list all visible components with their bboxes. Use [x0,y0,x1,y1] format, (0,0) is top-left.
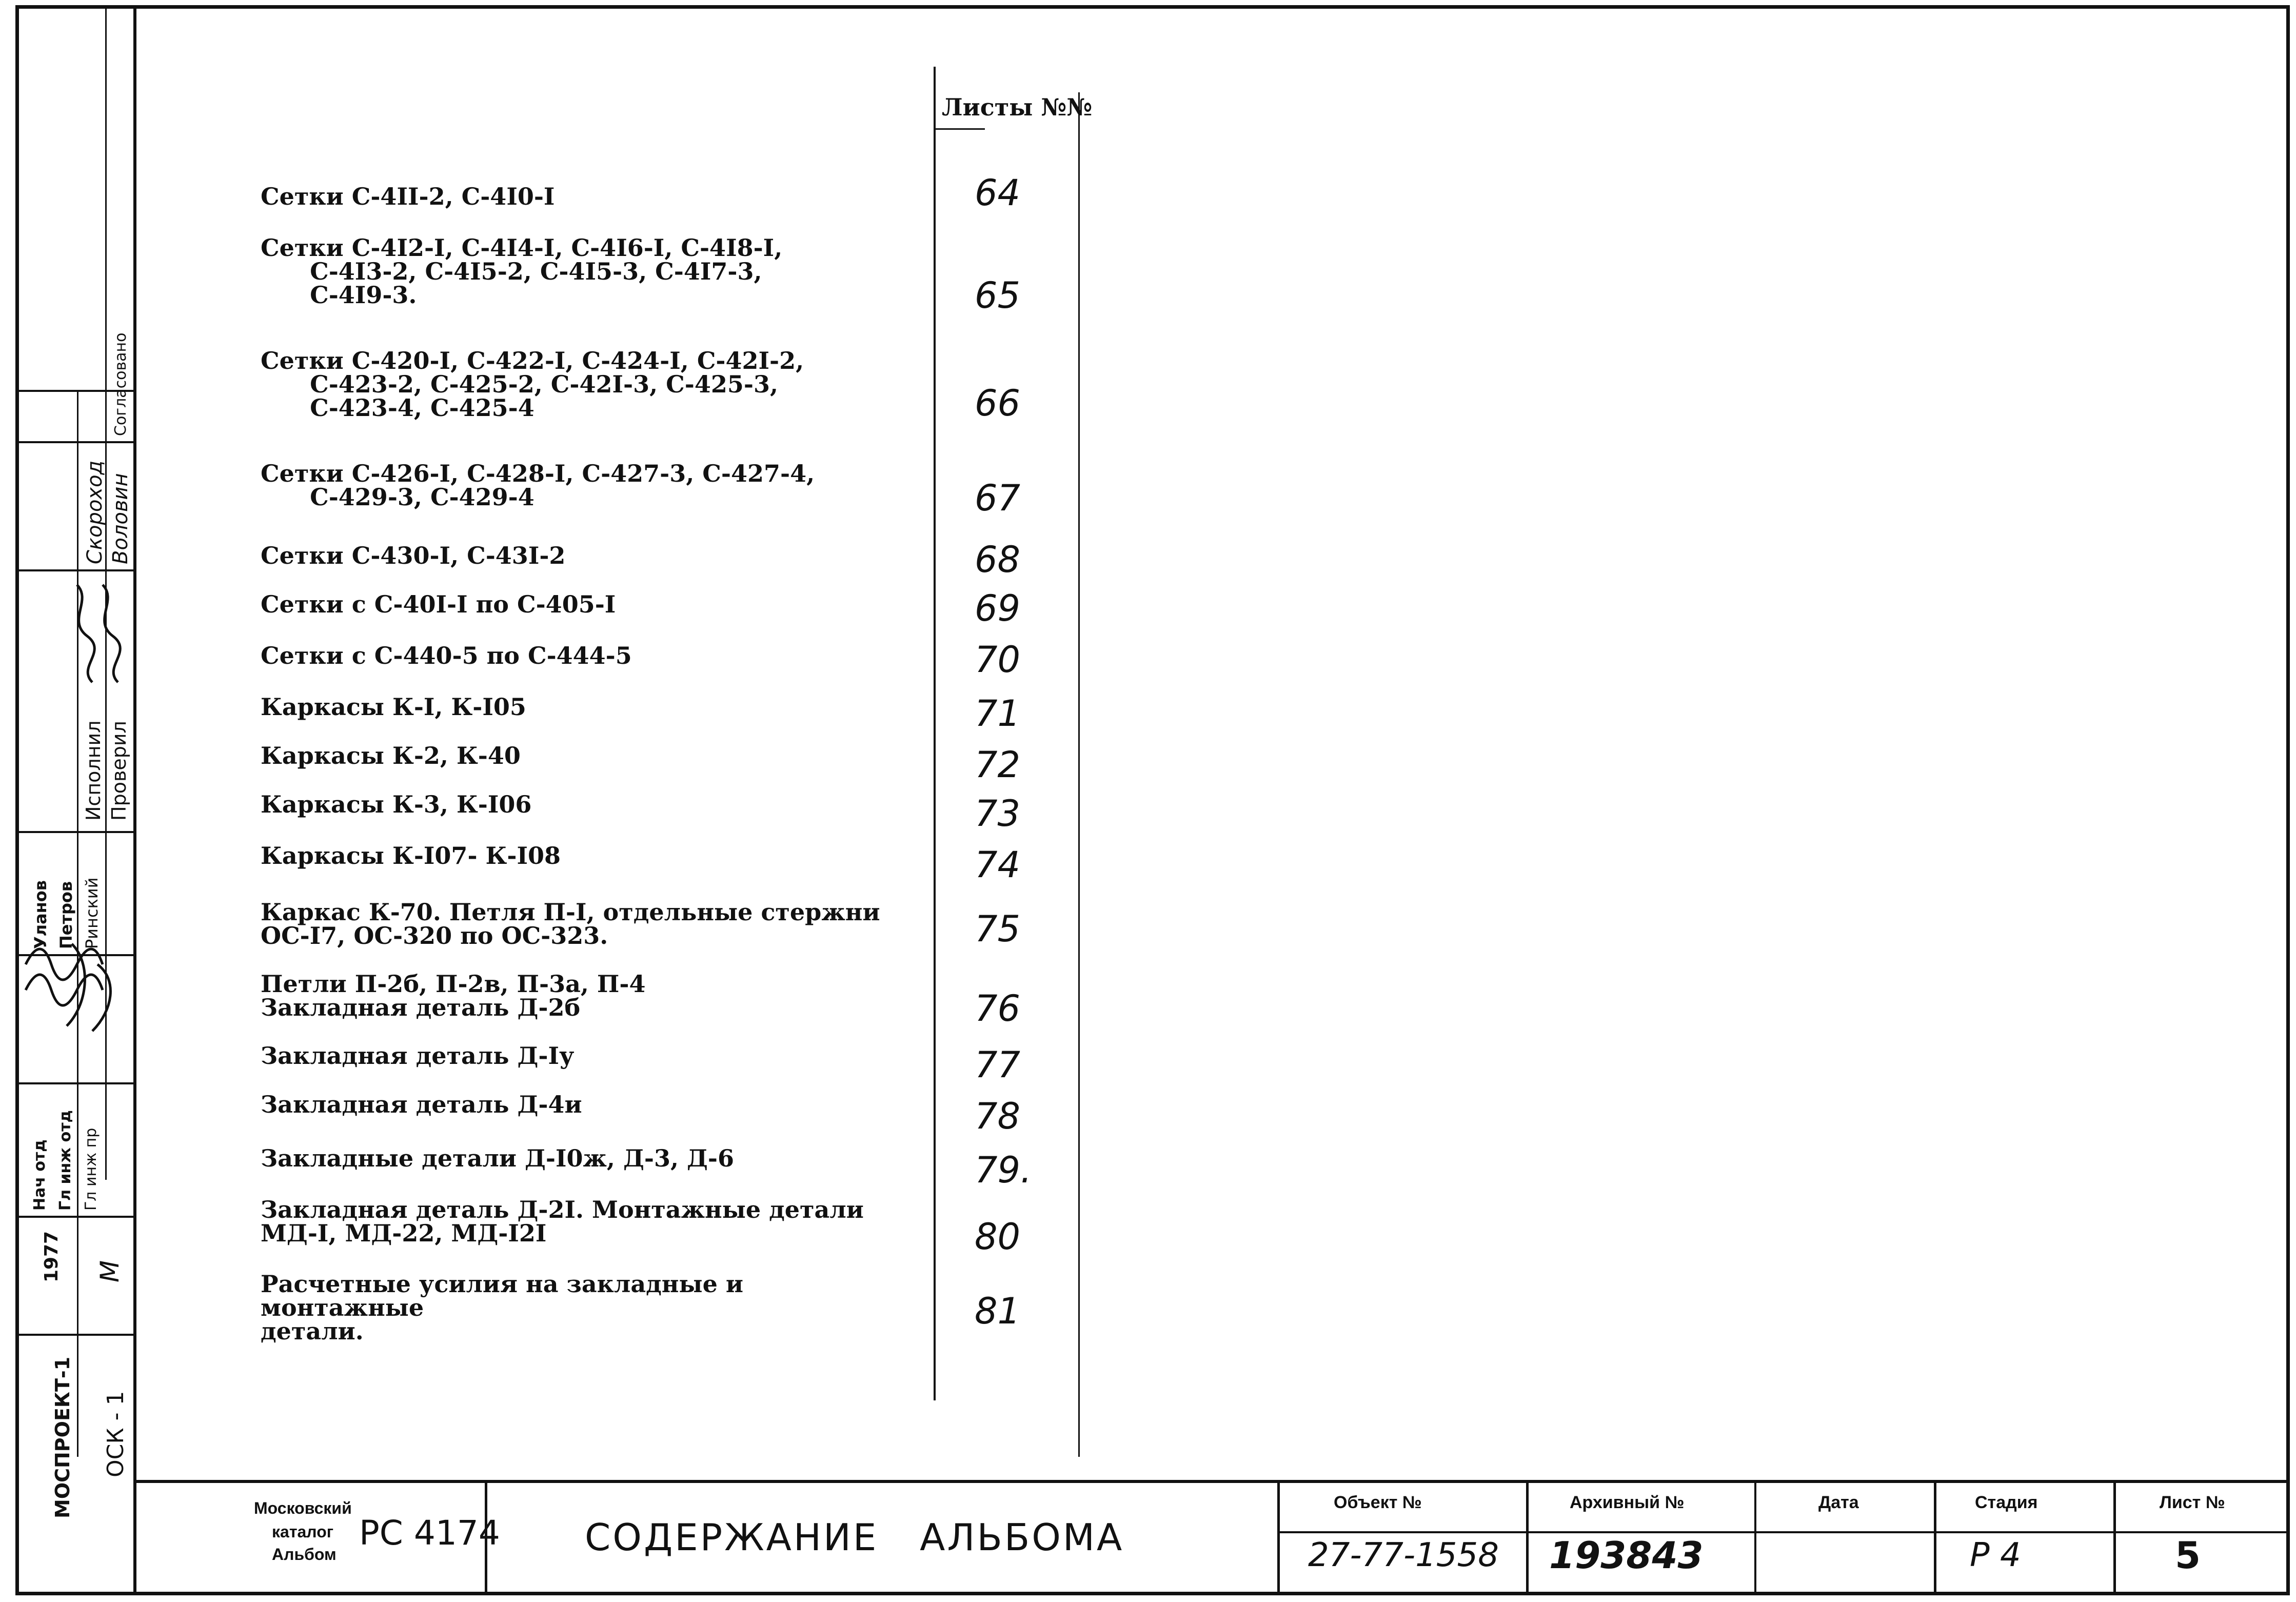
date-label: Дата [1818,1493,1859,1512]
side-strip-rule [15,1334,134,1336]
column-rule-left [934,67,936,1400]
tb-divider [1526,1480,1529,1595]
contents-entry-text: Каркасы К-3, К-I06 [261,790,532,818]
contents-entry-text: Сетки с С-440-5 по С-444-5 [261,642,632,669]
side-strip-border [133,5,136,1595]
name-ulanov: Уланов [31,880,50,949]
contents-entry-text: Каркасы К-I07- К-I08 [261,842,561,869]
contents-entry-page: 81 [975,1290,1021,1332]
sheets-column-header: Листы №№ [942,93,1093,121]
contents-entry-page: 64 [975,172,1021,214]
contents-entry-page: 66 [975,382,1021,424]
contents-entry-page: 75 [975,908,1021,950]
stage-value: Р 4 [1970,1536,2021,1574]
checked-label: Проверил [108,721,130,821]
contents-entry-text: Сетки С-4I2-I, С-4I4-I, С-4I6-I, С-4I8-I, С-4I3-2, С-4I5-2, С-4I5-3, С-4I7-3, С-4I9-3. [261,234,783,309]
executed-name: Скороход [83,460,107,564]
tb-divider [1934,1480,1936,1595]
tb-divider [1754,1480,1756,1595]
contents-entry-page: 78 [975,1095,1021,1137]
contents-entry-text: Закладная деталь Д-2I. Монтажные детали МД-I, МД-22, МД-I2I [261,1196,864,1247]
object-label: Объект № [1334,1493,1422,1512]
catalog-label-2: каталог [272,1522,334,1541]
checked-name: Воловин [109,473,132,564]
signature-scribbles [15,554,133,1098]
album-title: СОДЕРЖАНИЕ АЛЬБОМА [585,1516,1124,1559]
tb-divider [1277,1480,1280,1595]
role-chief-eng-dept: Гл инж отд [56,1110,74,1211]
contents-entry-text: Расчетные усилия на закладные и монтажные детали. [261,1270,743,1345]
year: 1977 [41,1231,62,1282]
contents-entry-page: 76 [975,987,1021,1030]
contents-entry-text: Закладные детали Д-I0ж, Д-3, Д-6 [261,1144,734,1172]
contents-entry-page: 74 [975,844,1021,886]
contents-entry-page: 71 [975,693,1021,735]
archive-label: Архивный № [1570,1493,1685,1512]
side-strip-rule [15,441,134,443]
contents-entry-text: Каркас К-70. Петля П-I, отдельные стержни ОС-I7, ОС-320 по ОС-323. [261,898,880,950]
agreed-label: Согласовано [112,332,130,436]
contents-entry-page: 68 [975,539,1021,581]
contents-entry-text: Каркасы К-2, К-40 [261,742,521,769]
side-strip-rule [15,1216,134,1218]
contents-entry-page: 79. [975,1149,1032,1191]
tb-divider [2113,1480,2116,1595]
contents-entry-text: Сетки С-420-I, С-422-I, С-424-I, С-42I-2, С-423-2, С-425-2, С-42I-3, С-425-3, С-423-4, С-425-4 [261,347,804,422]
stage-label: Стадия [1975,1493,2038,1512]
contents-entry-text: Каркасы К-I, К-I05 [261,693,526,721]
catalog-label-3: Альбом [272,1545,337,1564]
contents-entry-text: Закладная деталь Д-Iу [261,1042,575,1070]
contents-entry-page: 67 [975,477,1021,519]
name-rinsky: Ринский [82,877,102,949]
contents-entry-page: 65 [975,274,1021,317]
contents-entry-text: Петли П-2б, П-2в, П-3а, П-4 Закладная деталь Д-2б [261,970,646,1021]
org-name: МОСПРОЕКТ-1 [51,1356,74,1518]
contents-entry-page: 80 [975,1216,1021,1258]
contents-entry-page: 69 [975,587,1021,629]
sheet-label: Лист № [2160,1493,2225,1512]
contents-entry-text: Сетки С-430-I, С-43I-2 [261,542,566,569]
role-head: Нач отд [31,1139,49,1211]
contents-entry-text: Сетки С-426-I, С-428-I, С-427-3, С-427-4, С-429-3, С-429-4 [261,460,815,511]
title-block-top [133,1480,2290,1483]
contents-entry-page: 77 [975,1044,1021,1086]
catalog-code: РС 4174 [359,1513,500,1553]
tb-header-rule [1277,1531,2290,1533]
archive-value: 193843 [1549,1534,1704,1577]
dept-code: ОСК - 1 [103,1391,129,1477]
contents-entry-page: 72 [975,744,1021,786]
object-value: 27-77-1558 [1308,1536,1499,1574]
catalog-label-1: Московский [254,1499,352,1517]
header-underline [934,128,985,130]
sheet-value: 5 [2175,1534,2201,1577]
name-petrov: Петров [56,881,76,949]
contents-entry-text: Сетки С-4II-2, С-4I0-I [261,183,555,210]
contents-entry-page: 73 [975,793,1021,835]
column-rule-right [1078,92,1080,1457]
contents-entry-text: Закладная деталь Д-4и [261,1091,582,1118]
role-chief-eng-proj: Гл инж пр [82,1128,100,1211]
mark: М [95,1260,125,1282]
executed-label: Исполнил [82,720,105,821]
contents-entry-page: 70 [975,639,1021,681]
contents-entry-text: Сетки с С-40I-I по С-405-I [261,590,616,618]
